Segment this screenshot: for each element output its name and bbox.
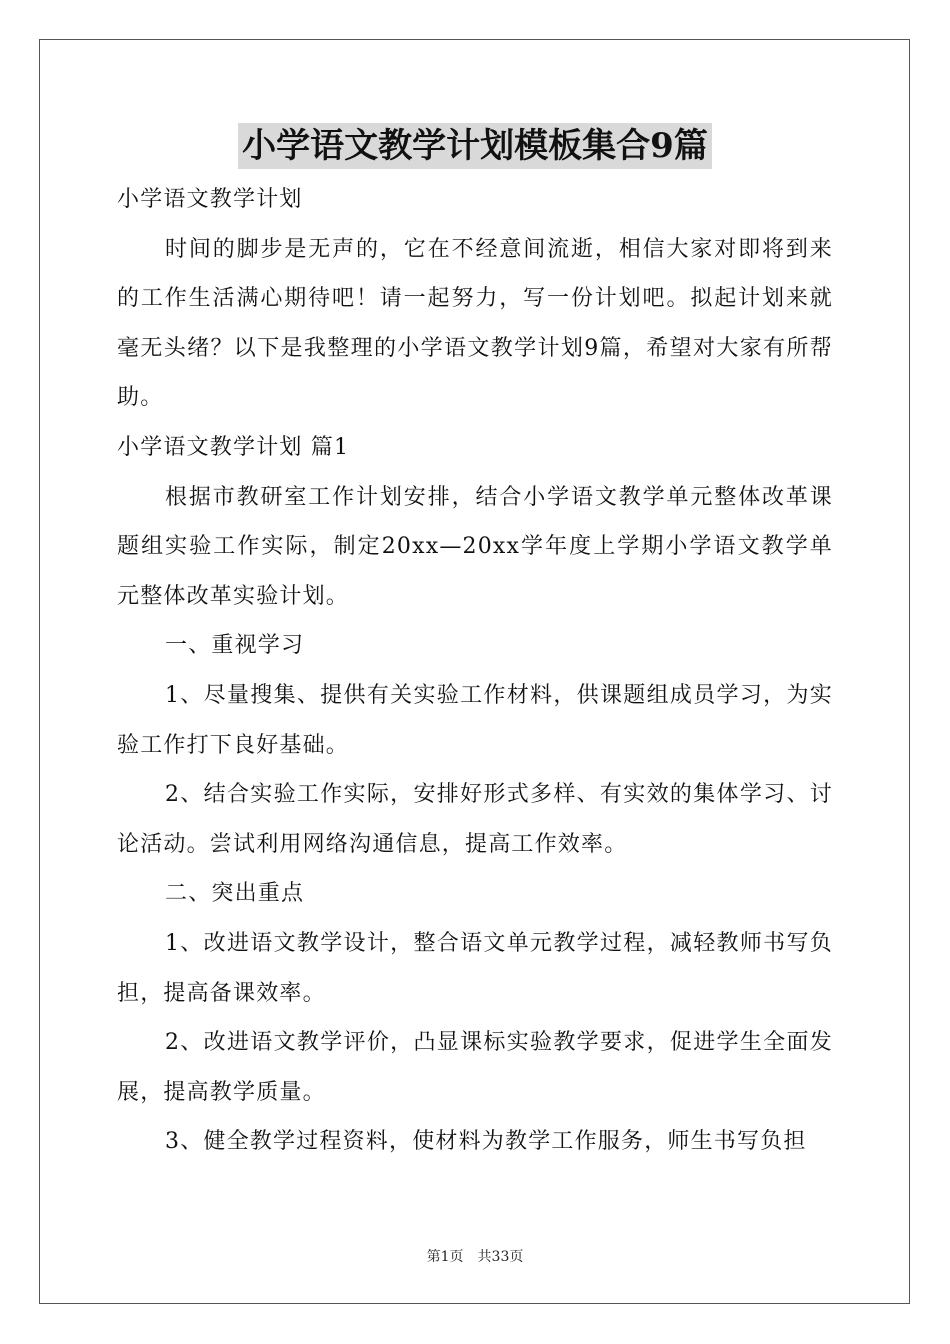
paragraph: 2、改进语文教学评价，凸显课标实验教学要求，促进学生全面发展，提高教学质量。 bbox=[117, 1030, 833, 1105]
section-heading: 小学语文教学计划 篇1 bbox=[117, 434, 350, 460]
paragraph: 1、改进语文教学设计，整合语文单元教学过程，减轻教师书写负担，提高备课效率。 bbox=[117, 930, 833, 1006]
paragraph: 3、健全教学过程资料，使材料为教学工作服务，师生书写负担 bbox=[165, 1129, 807, 1155]
page-number: 第1页 bbox=[426, 1249, 464, 1265]
paragraph: 小学语文教学计划 bbox=[117, 187, 303, 212]
page-footer bbox=[0, 1247, 950, 1267]
document-title: 小学语文教学计划模板集合9篇 bbox=[238, 123, 712, 169]
document-body bbox=[117, 175, 833, 1167]
paragraph: 时间的脚步是无声的，它在不经意间流逝，相信大家对即将到来的工作生活满心期待吧！请一起努力，写一份计划吧。拟起计划来就毫无头绪？以下是我整理的小学语文教学计划9篇，希望对大家有所帮助。 bbox=[117, 236, 833, 411]
title-wrap bbox=[0, 123, 950, 169]
page-total: 共33页 bbox=[477, 1249, 524, 1265]
subheading: 二、突出重点 bbox=[165, 881, 305, 907]
paragraph: 1、尽量搜集、提供有关实验工作材料，供课题组成员学习，为实验工作打下良好基础。 bbox=[117, 682, 833, 758]
paragraph: 2、结合实验工作实际，安排好形式多样、有实效的集体学习、讨论活动。尝试利用网络沟通信息，提高工作效率。 bbox=[117, 782, 833, 857]
paragraph: 根据市教研室工作计划安排，结合小学语文教学单元整体改革课题组实验工作实际，制定20xx—20xx学年度上学期小学语文教学单元整体改革实验计划。 bbox=[117, 484, 833, 609]
subheading: 一、重视学习 bbox=[165, 633, 305, 659]
